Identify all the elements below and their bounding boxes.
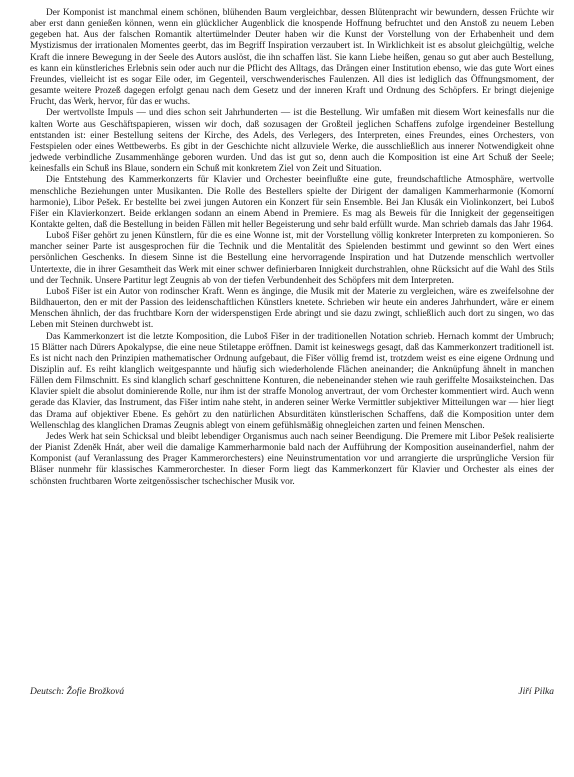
paragraph: Das Kammerkonzert ist die letzte Komposition, die Luboš Fišer in der traditionellen Notation schrieb. Hernach kommt der Umbruch; 15 Blätter nach Dürers Apokalypse, die eine neue Stiletappe eröffnen. Damit ist keineswegs gesagt, daß das Kammerkonzert traditionell ist. Es ist nicht nach den Prinzipien mathematischer Ordnung aufgebaut, die Fišer völlig fremd ist, trotzdem weist es eine eigene Ordnung und Disziplin auf. Es reiht klanglich weitgespannte und häufig sich wiederholende Flächen aneinander; die Anknüpfung ähnelt in manchen Fällen dem Filmschnitt. Es sind klanglich scharf geschnittene Konturen, die nebeneinander stehen wie rauh geriffelte Mosaiksteinchen. Das Klavier spielt die absolut dominierende Rolle, nur ihm ist der straffe Monolog anvertraut, der vom Orchester kommentiert wird. Auch wenn gerade das Klavier, das Instrument, das Fišer intim nahe steht, in anderen seiner Werke Vermittler subjektiver Mitteilungen war — hier liegt das Drama auf objektiver Ebene. Es gehört zu den natürlichen Absurditäten künstlerischen Schaffens, daß die Komposition unter dem Wellenschlag des klanglichen Dramas Zeugnis ablegt von einem gefühlsmäßig ohnegleichen zarten und feinen Menschen. — [30, 331, 554, 431]
author-credit: Jiří Pilka — [518, 687, 554, 697]
paragraph: Luboš Fišer ist ein Autor von rodinscher Kraft. Wenn es änginge, die Musik mit der Materie zu vergleichen, wäre es zweifelsohne der Bildhauerton, den er mit der Passion des leidenschaftlichen Künstlers knetete. Schrieben wir heute ein anderes Jahrhundert, wäre er einem Menschen ähnlich, der das fruchtbare Korn der widerspenstigen Erde abringt und sie dazu zwingt, schließlich auch dort zu singen, wo das Leben mit Steinen durchwebt ist. — [30, 286, 554, 331]
paragraph: Jedes Werk hat sein Schicksal und bleibt lebendiger Organismus auch nach seiner Beendigung. Die Premere mit Libor Pešek realisierte der Pianist Zdeněk Hnát, aber weil die damalige Kammerharmonie bald nach der Aufführung der Komposition auseinanderfiel, nahm der Komponist (auf Veranlassung des Prager Kammerorchesters) eine Neuinstrumentation vor und arrangierte die ursprüngliche Version für Bläser nunmehr für klassisches Kammerorchester. In dieser Form liegt das Kammerkonzert für Klavier und Orchester als eines der schönsten fruchtbaren Worte zeitgenössischer tschechischer Musik vor. — [30, 431, 554, 487]
paragraph: Der wertvollste Impuls — und dies schon seit Jahrhunderten — ist die Bestellung. Wir umfaßen mit diesem Wort keinesfalls nur die kalten Worte aus Geschäftspapieren, wissen wir doch, daß sozusagen der Großteil jeglichen Schaffens zufolge irgendeiner Bestellung entstanden ist: einer Bestellung seitens der Kirche, des Adels, des Verlegers, des Interpreten, eines Freundes, eines Orchesters, von Festspielen oder eines Wettbewerbs. Es gibt in der Geschichte nicht allzuviele Werke, die ausschließlich aus innerer Notwendigkeit ohne jedwede verbindliche Zusammenhänge geboren wurden. Und das ist gut so, denn auch die Komposition ist eine Art Schuß der Seele; keinesfalls ein Schuß ins Blaue, sondern ein Schuß mit konkretem Ziel von Zeit und Situation. — [30, 108, 554, 175]
article-body — [30, 8, 554, 488]
translator-credit: Deutsch: Žofie Brožková — [30, 687, 125, 697]
paragraph: Der Komponist ist manchmal einem schönen, blühenden Baum vergleichbar, dessen Blütenpracht wir bewundern, dessen Früchte wir aber erst dann genießen können, wenn ein glücklicher Augenblick die knospende Hoffnung befruchtet und den Anstoß zu neuem Leben gegeben hat. Aus der falschen Romantik altertümelnder Deuter haben wir die Kunst der Vorstellung von der Erhabenheit und dem Mystizismus der irrationalen Momentes geerbt, das im Begriff Inspiration verzaubert ist. In Wirklichkeit ist es absolut gleichgültig, welche Kraft die innere Bewegung in der Seele des Autors auslöst, die ihn schaffen läst. Sie kann Liebe heißen, genau so gut aber auch Bestellung, es kann ein künstleriches Erlebnis sein oder auch nur die Pflicht des Alltags, das Drängen einer Institution ebenso, wie das gute Wort eines Freundes, vielleicht ist es sogar Eile oder, im Gegenteil, verschwenderisches Faulenzen. All dies ist lediglich das Öffnungsmoment, der gesamte weitere Prozeß dagegen erfolgt genau nach dem Gesetz und der inneren Kraft und Ordnung des Schöpfers. Er bringt diejenige Frucht, das Werk, hervor, für das er wuchs. — [30, 8, 554, 108]
paragraph: Luboš Fišer gehört zu jenen Künstlern, für die es eine Wonne ist, mit der Vorstellung völlig konkreter Interpreten zu komponieren. So mancher seiner Parte ist ausgesprochen für die Technik und die Mentalität des Spielenden bestimmt und gewinnt so den Wert eines persönlichen Geschenks. In diesem Sinne ist die Bestellung eine hervorragende Inspiration und hat Dutzende menschlich wertvoller Untertexte, die in ihrer Gesamtheit das Werk mit einer schwer definierbaren Innigkeit durchstrahlen, ohne Rücksicht auf die Wahl des Stils und der Technik. Unsere Partitur legt Zeugnis ab von der tiefen Verbundenheit des Schöpfers mit dem Interpreten. — [30, 231, 554, 286]
paragraph: Die Entstehung des Kammerkonzerts für Klavier und Orchester beeinflußte eine gute, freundschaftliche Atmosphäre, wertvolle menschliche Beziehungen unter Musikanten. Die Rolle des Bestellers spielte der Dirigent der damaligen Kammerharmonie (Komorní harmonie), Libor Pešek. Er bestellte bei zwei jungen Autoren ein Konzert für sein Ensemble. Bei Jan Klusák ein Violinkonzert, bei Luboš Fišer ein Klavierkonzert. Beide erklangen sodann an einem Abend in Premiere. Es mag als Beweis für die Innigkeit der gegenseitigen Kontakte gelten, daß die Bestellung in beiden Fällen mit heller Begeisterung und sehr bald erfüllt wurde. Man schrieb damals das Jahr 1964. — [30, 175, 554, 230]
